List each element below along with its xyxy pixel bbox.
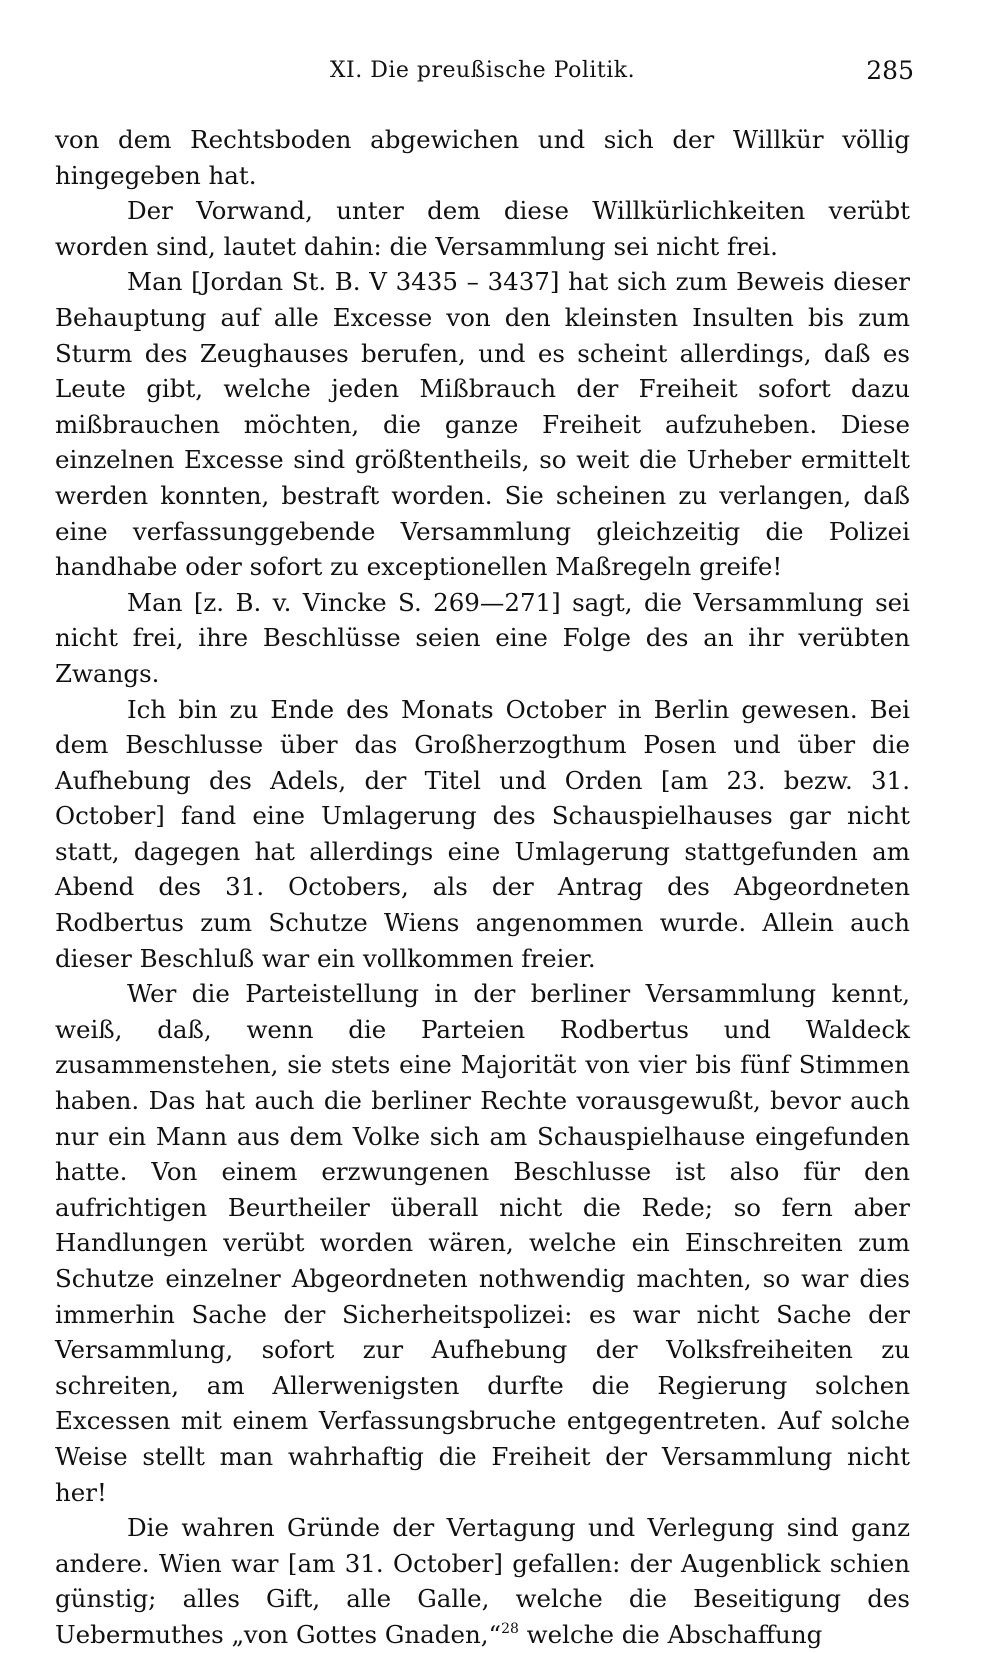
paragraph-4: Man [z. B. v. Vincke S. 269—271] sagt, die Versammlung sei nicht frei, ihre Beschlüsse seien eine Folge des an ihr verübten Zwangs. [55, 587, 910, 688]
page-header [55, 52, 914, 96]
paragraph-2: Der Vorwand, unter dem diese Willkürlichkeiten verübt worden sind, lautet dahin: die Versammlung sei nicht frei. [55, 196, 910, 261]
footnote-reference[interactable]: 28 [501, 1620, 519, 1637]
paragraph-1: von dem Rechtsboden abgewichen und sich der Willkür völlig hingegeben hat. [55, 125, 910, 190]
paragraph-7-continuation: welche die Abschaffung [518, 1619, 823, 1649]
paragraph-6: Wer die Parteistellung in der berliner Versammlung kennt, weiß, daß, wenn die Parteien Rodbertus und Waldeck zusammenstehen, sie stets eine Majorität von vier bis fünf Stimmen haben. Das hat auch die berliner Rechte vorausgewußt, bevor auch nur ein Mann aus dem Volke sich am Schauspielhause eingefunden hatte. Von einem erzwungenen Beschlusse ist also für den aufrichtigen Beurtheiler überall nicht die Rede; so fern aber Handlungen verübt worden wären, welche ein Einschreiten zum Schutze einzelner Abgeordneten nothwendig machten, so war dies immerhin Sache der Sicherheitspolizei: es war nicht Sache der Versammlung, sofort zur Aufhebung der Volksfreiheiten zu schreiten, am Allerwenigsten durfte die Regierung solchen Excessen mit einem Verfassungsbruche entgegentreten. Auf solche Weise stellt man wahrhaftig die Freiheit der Versammlung nicht her! [55, 979, 910, 1507]
paragraph-5: Ich bin zu Ende des Monats October in Berlin gewesen. Bei dem Beschlusse über das Großherzogthum Posen und über die Aufhebung des Adels, der Titel und Orden [am 23. bezw. 31. October] fand eine Umlagerung des Schauspielhauses gar nicht statt, dagegen hat allerdings eine Umlagerung stattgefunden am Abend des 31. Octobers, als der Antrag des Abgeordneten Rodbertus zum Schutze Wiens angenommen wurde. Allein auch dieser Beschluß war ein vollkommen freier. [55, 694, 910, 973]
running-title: XI. Die preußische Politik. [329, 58, 636, 83]
paragraph-3: Man [Jordan St. B. V 3435 – 3437] hat sich zum Beweis dieser Behauptung auf alle Excesse von den kleinsten Insulten bis zum Sturm des Zeughauses berufen, und es scheint allerdings, daß es Leute gibt, welche jeden Mißbrauch der Freiheit sofort dazu mißbrauchen möchten, die ganze Freiheit aufzuheben. Diese einzelnen Excesse sind größtentheils, so weit die Urheber ermittelt werden konnten, bestraft worden. Sie scheinen zu verlangen, daß eine verfassunggebende Versammlung gleichzeitig die Polizei handhabe oder sofort zu exceptionellen Maßregeln greife! [55, 267, 910, 582]
paragraph-7-text: Die wahren Gründe der Vertagung und Verlegung sind ganz andere. Wien war [am 31. October] gefallen: der Augenblick schien günstig; alles Gift, alle Galle, welche die Beseitigung des Uebermuthes „von Gottes Gnaden,“ [55, 1513, 910, 1649]
body-text [55, 122, 910, 1653]
paragraph-7 [55, 1510, 910, 1652]
page-number: 285 [866, 56, 914, 85]
book-page [55, 52, 914, 1653]
